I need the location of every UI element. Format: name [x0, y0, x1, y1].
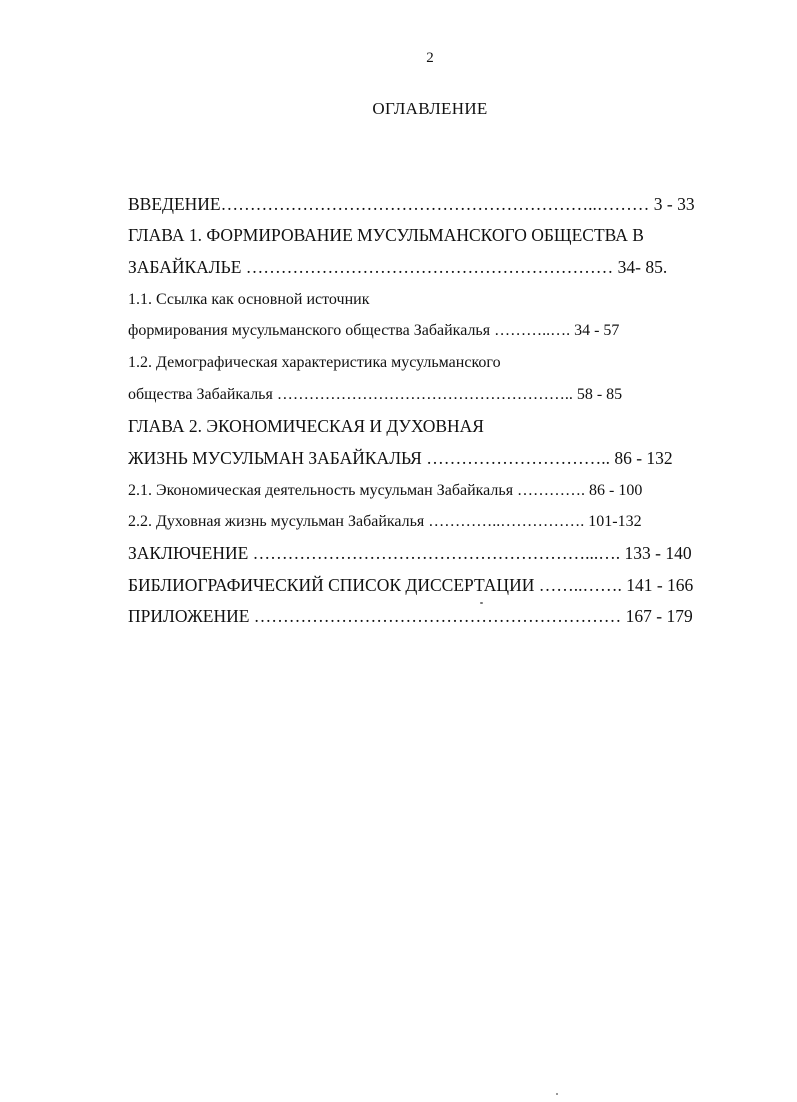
- toc-entry-appendix: ПРИЛОЖЕНИЕ ……………………………………………………… 167 - 179: [128, 606, 693, 626]
- page-number: 2: [426, 50, 434, 66]
- toc-entry-chapter-2-title-cont: ЖИЗНЬ МУСУЛЬМАН ЗАБАЙКАЛЬЯ ………………………….. 86 - 132: [128, 448, 673, 468]
- toc-entry-section-1-1-cont: формирования мусульманского общества Забайкалья ………..…. 34 - 57: [128, 322, 620, 339]
- toc-entry-section-1-2-cont: общества Забайкалья ……………………………………………….. 58 - 85: [128, 386, 623, 403]
- toc-entry-introduction: ВВЕДЕНИЕ………………………………………………………..……… 3 - 33: [128, 194, 695, 214]
- toc-entry-section-2-1: 2.1. Экономическая деятельность мусульман Забайкалья …………. 86 - 100: [128, 482, 643, 499]
- toc-entry-section-1-2: 1.2. Демографическая характеристика мусульманского: [128, 354, 501, 371]
- toc-title: ОГЛАВЛЕНИЕ: [372, 99, 488, 118]
- scan-speck: [556, 1093, 558, 1095]
- toc-entry-chapter-2-title: ГЛАВА 2. ЭКОНОМИЧЕСКАЯ И ДУХОВНАЯ: [128, 416, 484, 436]
- toc-entry-section-2-2: 2.2. Духовная жизнь мусульман Забайкалья …………..……………. 101-132: [128, 513, 642, 530]
- toc-entry-chapter-1-title-cont: ЗАБАЙКАЛЬЕ ……………………………………………………… 34- 85.: [128, 257, 668, 277]
- toc-entry-section-1-1: 1.1. Ссылка как основной источник: [128, 291, 370, 308]
- toc-entry-bibliography: БИБЛИОГРАФИЧЕСКИЙ СПИСОК ДИССЕРТАЦИИ ……..……. 141 - 166: [128, 575, 694, 595]
- toc-entry-chapter-1-title: ГЛАВА 1. ФОРМИРОВАНИЕ МУСУЛЬМАНСКОГО ОБЩЕСТВА В: [128, 225, 644, 245]
- toc-entry-conclusion: ЗАКЛЮЧЕНИЕ …………………………………………………...…. 133 - 140: [128, 543, 692, 563]
- scan-speck: [480, 602, 483, 604]
